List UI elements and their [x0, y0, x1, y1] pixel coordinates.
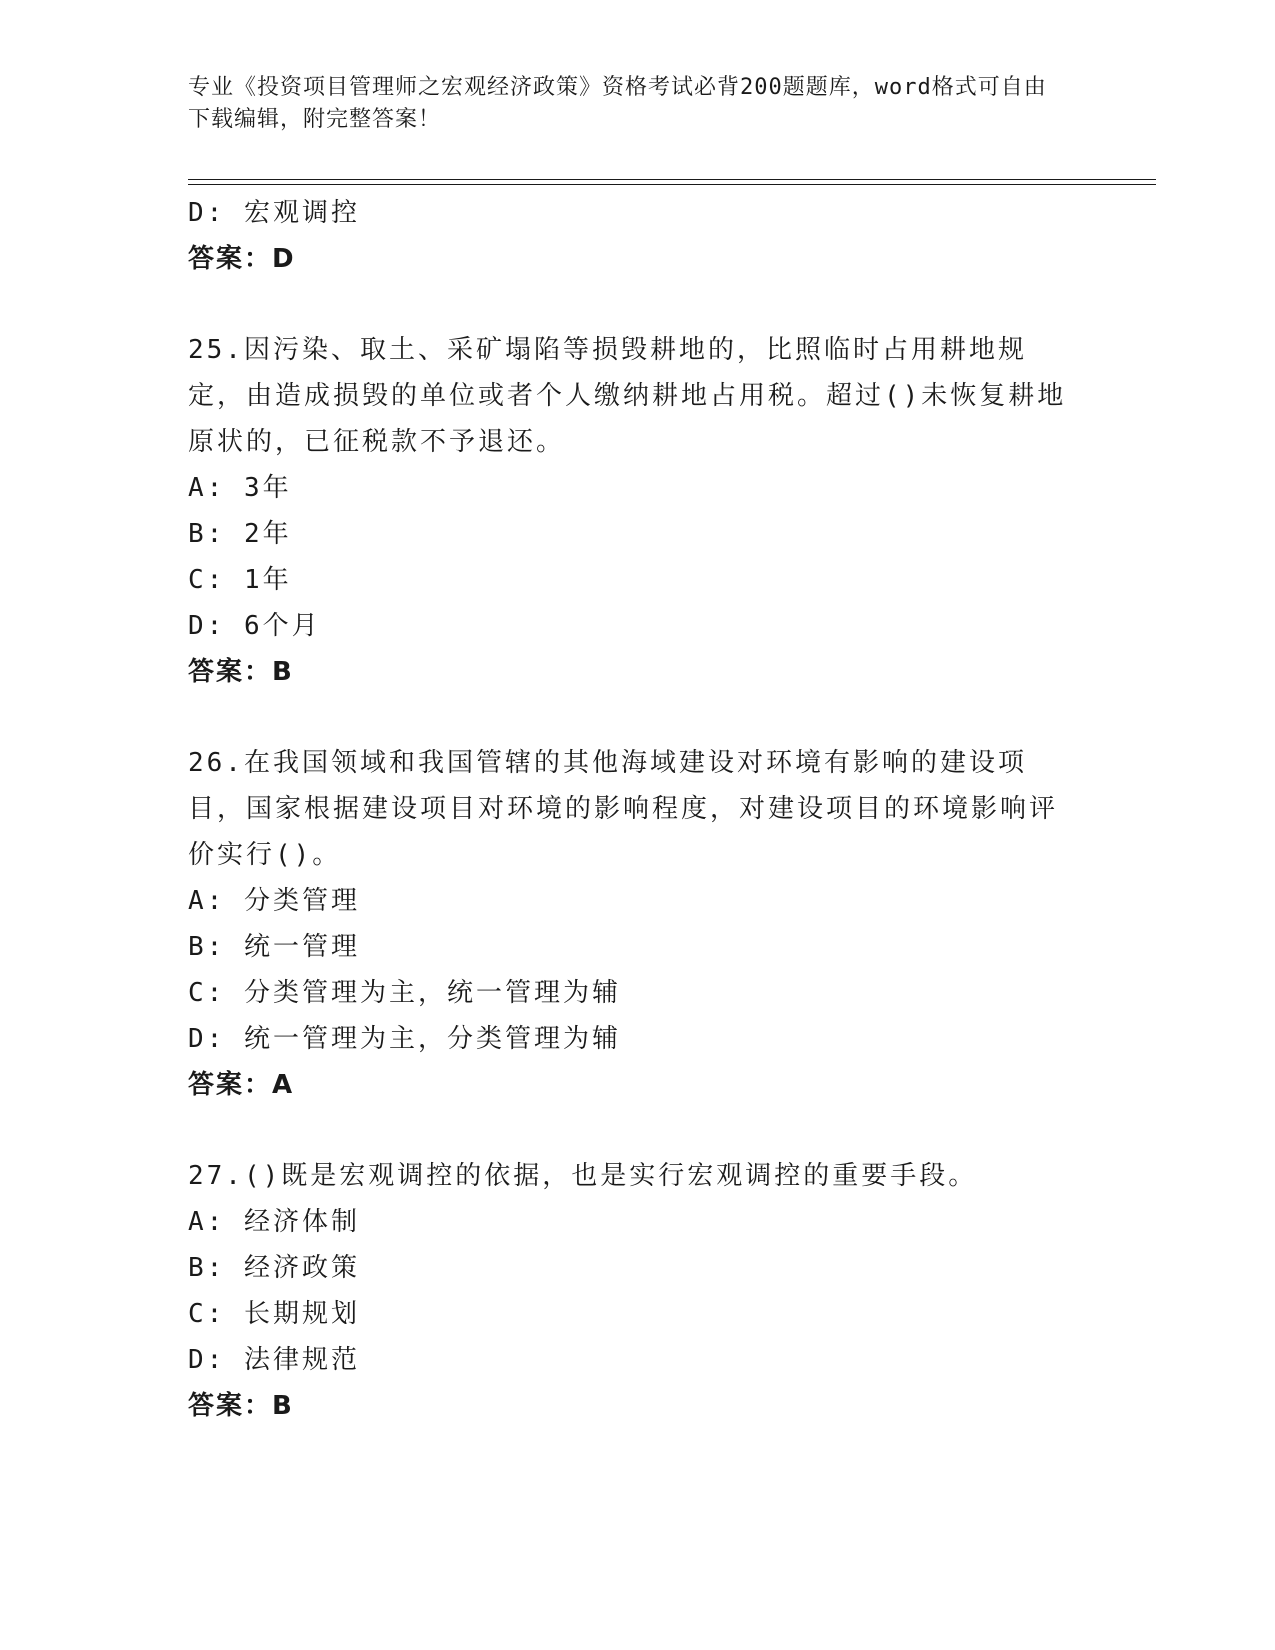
answer: 答案：A [188, 1070, 295, 1100]
document-header: 专业《投资项目管理师之宏观经济政策》资格考试必背200题题库，word格式可自由下载编辑，附完整答案！ [188, 75, 1047, 132]
question-27 [188, 1153, 1068, 1429]
option-b: B: 统一管理 [188, 932, 360, 962]
option-d: D: 宏观调控 [188, 198, 360, 228]
document-body [188, 190, 1068, 1429]
option-c: C: 长期规划 [188, 1299, 360, 1329]
question-text: 26.在我国领域和我国管辖的其他海域建设对环境有影响的建设项目，国家根据建设项目对环境的影响程度，对建设项目的环境影响评价实行()。 [188, 748, 1059, 870]
option-b: B: 2年 [188, 519, 292, 549]
option-b: B: 经济政策 [188, 1253, 360, 1283]
answer: 答案：B [188, 1391, 294, 1421]
option-a: A: 经济体制 [188, 1207, 360, 1237]
question-26 [188, 740, 1068, 1108]
answer: 答案：D [188, 244, 296, 274]
question-text: 25.因污染、取土、采矿塌陷等损毁耕地的，比照临时占用耕地规定，由造成损毁的单位或者个人缴纳耕地占用税。超过()未恢复耕地原状的，已征税款不予退还。 [188, 335, 1067, 457]
option-a: A: 3年 [188, 473, 292, 503]
header-rule-bottom [188, 184, 1156, 185]
option-c: C: 1年 [188, 565, 292, 595]
option-d: D: 6个月 [188, 611, 321, 641]
question-text: 27.()既是宏观调控的依据，也是实行宏观调控的重要手段。 [188, 1161, 978, 1191]
question-25 [188, 327, 1068, 695]
option-d: D: 法律规范 [188, 1345, 360, 1375]
option-a: A: 分类管理 [188, 886, 360, 916]
answer: 答案：B [188, 657, 294, 687]
option-d: D: 统一管理为主，分类管理为辅 [188, 1024, 621, 1054]
option-c: C: 分类管理为主，统一管理为辅 [188, 978, 621, 1008]
header-rule-top [188, 179, 1156, 180]
